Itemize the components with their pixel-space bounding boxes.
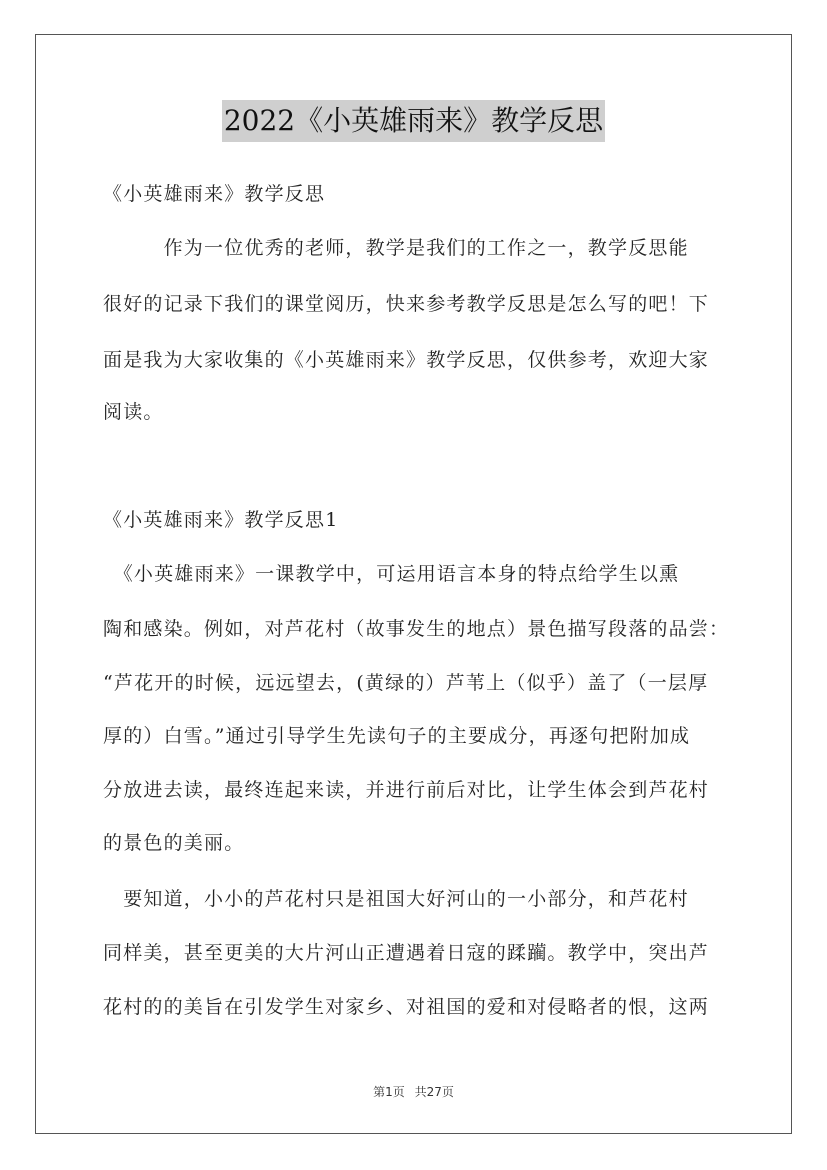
page-number: 第1页 — [373, 1085, 405, 1099]
paragraph-line: 要知道，小小的芦花村只是祖国大好河山的一小部分，和芦花村 — [103, 888, 689, 910]
intro-line: 面是我为大家收集的《小英雄雨来》教学反思，仅供参考，欢迎大家 — [103, 349, 710, 371]
paragraph-line: 陶和感染。例如，对芦花村（故事发生的地点）景色描写段落的品尝： — [103, 618, 730, 640]
paragraph-line: 的景色的美丽。 — [103, 832, 245, 854]
paragraph-line: 花村的的美旨在引发学生对家乡、对祖国的爱和对侵略者的恨，这两 — [103, 996, 710, 1018]
paragraph-line: 分放进去读，最终连起来读，并进行前后对比，让学生体会到芦花村 — [103, 779, 710, 801]
intro-line: 作为一位优秀的老师，教学是我们的工作之一，教学反思能 — [103, 237, 689, 259]
page-total: 共27页 — [414, 1085, 454, 1099]
paragraph-line: 同样美，甚至更美的大片河山正遭遇着日寇的蹂躏。教学中，突出芦 — [103, 942, 710, 964]
page-footer — [0, 1083, 827, 1100]
paragraph-line: 厚的）白雪。”通过引导学生先读句子的主要成分，再逐句把附加成 — [103, 725, 691, 747]
intro-line: 阅读。 — [103, 401, 164, 423]
subtitle: 《小英雄雨来》教学反思 — [103, 183, 326, 205]
document-title: 2022《小英雄雨来》教学反思 — [222, 100, 605, 142]
paragraph-line: 《小英雄雨来》一课教学中，可运用语言本身的特点给学生以熏 — [103, 563, 680, 585]
intro-line: 很好的记录下我们的课堂阅历，快来参考教学反思是怎么写的吧！下 — [103, 293, 710, 315]
title-container — [0, 100, 827, 142]
paragraph-line: “芦花开的时候，远远望去，(黄绿的）芦苇上（似乎）盖了（一层厚 — [103, 672, 709, 694]
section-heading: 《小英雄雨来》教学反思1 — [103, 509, 339, 531]
